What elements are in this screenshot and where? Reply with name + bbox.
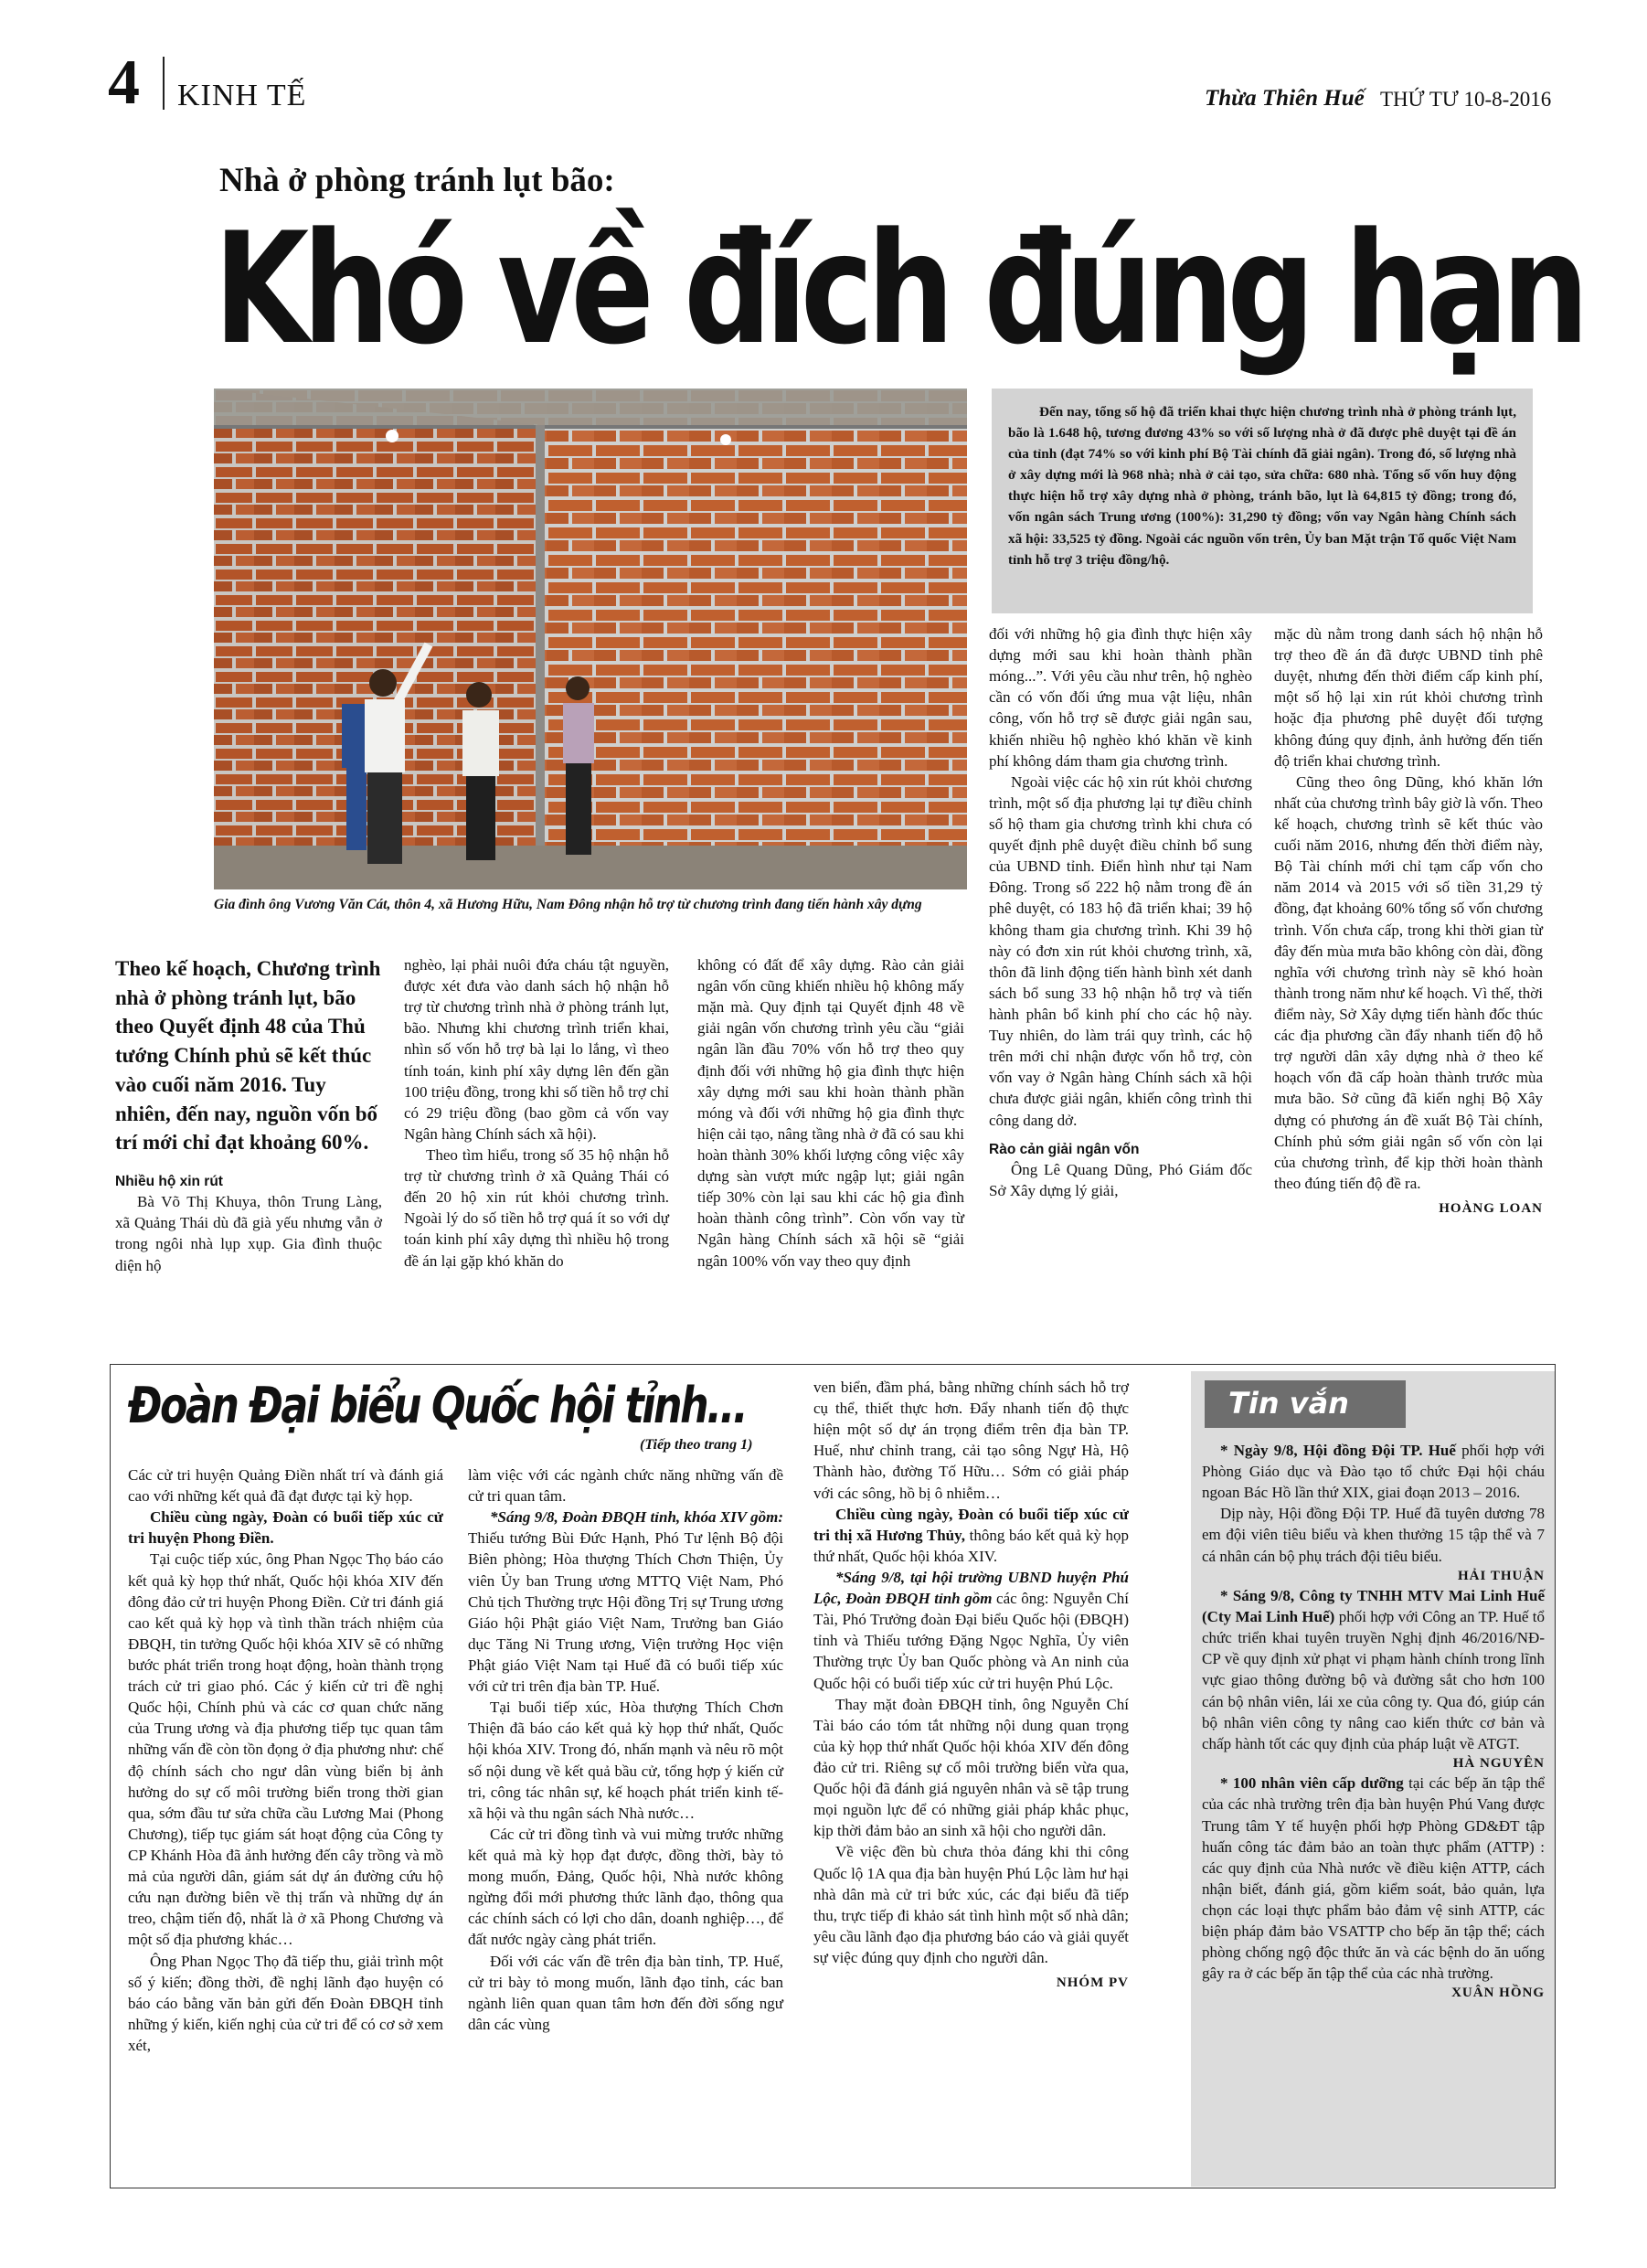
brief-signature: XUÂN HỒNG (1451, 1986, 1545, 2001)
bottom-paragraph: Các cử tri huyện Quảng Điền nhất trí và đánh giá cao với những kết quả đã đạt được tại kỳ họp. (128, 1466, 443, 1506)
bottom-column-1 (128, 1464, 443, 2056)
brief-signature: HẢI THUẬN (1458, 1568, 1545, 1583)
article-column-1 (115, 954, 382, 1276)
bottom-article-title: Đoàn Đại biểu Quốc hội tỉnh... (128, 1377, 747, 1434)
bottom-paragraph: Tại cuộc tiếp xúc, ông Phan Ngọc Thọ báo cáo kết quả kỳ họp thứ nhất, Quốc hội khóa XIV đến đông đảo cử tri huyện Phong Điền. Cử tri đánh giá cao kết quả kỳ họp và tình thần trách nhiệm của ĐBQH, tin tưởng Quốc hội khóa XIV sẽ có những bước phát triển trong hoạt động, hoàn thành trọng trách cử tri giao phó. Các ý kiến cử tri đề nghị Quốc hội, Chính phủ và các cơ quan chức năng của Trung ương và địa phương tiếp tục quan tâm những vấn đề còn tồn đọng ở địa phương như: chế độ chính sách cho ngư dân vùng biển bị ảnh hưởng do sự cố môi trường biển trong thời gian qua, sớm đầu tư sửa chữa cầu Lương Mai (Phong Chương), tiếp tục giám sát hoạt động của Công ty CP Khánh Hòa đã ảnh hưởng đến cây trồng và mồ mả của người dân, giám sát dự án đường cứu hộ cứu nạn đường biên về thị trấn và những dự án treo, chậm tiến độ, nhất là ở xã Phong Chương và một số địa phương khác… (128, 1550, 443, 1949)
brief-heading: * Sáng 9/8, Công ty TNHH MTV Mai Linh Huế (Cty Mai Linh Huế) (1202, 1587, 1545, 1626)
brief-text: Dịp này, Hội đồng Đội TP. Huế đã tuyên dương 78 em đội viên tiêu biểu và khen thưởng 15 tập thể và 7 cá nhân cán bộ phụ trách đội tiêu biểu. (1202, 1505, 1545, 1565)
issue-date: THỨ TƯ 10-8-2016 (1380, 88, 1552, 111)
bottom-column-3 (813, 1377, 1129, 1992)
header-divider (163, 57, 165, 110)
article-column-2 (404, 954, 669, 1272)
brief-signature: HÀ NGUYÊN (1452, 1755, 1545, 1771)
brief-text: tại các bếp ăn tập thể của các nhà trường trên địa bàn huyện Phú Vang được Trung tâm Y tế huyện phối hợp Phòng GD&ĐT tập huấn công tác đảm bảo an toàn thực phẩm (ATTP) : các quy định của Nhà nước về điều kiện ATTP, cách nhận biết, đánh giá, gồm kiểm soát, bảo quản, lựa chọn các loại thực phẩm bảo đảm vệ sinh ATTP, các biện pháp đảm bảo VSATTP cho bếp ăn tập thể; cách phòng chống ngộ độc thức ăn và các bệnh do ăn uống gây ra ở các bếp ăn tập thể của các nhà trường. (1202, 1774, 1545, 1983)
article-paragraph: mặc dù nằm trong danh sách hộ nhận hỗ trợ theo đề án đã được UBND tỉnh phê duyệt, nhưng đến thời điểm cấp kinh phí, một số hộ lại xin rút khỏi chương trình hoặc địa phương phê duyệt đối tượng không đúng quy định, ảnh hưởng đến tiến độ triển khai chương trình. (1274, 625, 1543, 770)
subheading-nhieu-ho-xin-rut: Nhiều hộ xin rút (115, 1174, 223, 1190)
article-headline: Khó về đích đúng hạn (214, 199, 1583, 378)
bottom-paragraph: Tại buổi tiếp xúc, Hòa thượng Thích Chơn Thiện đã báo cáo kết quả kỳ họp thứ nhất, Quốc hội khóa XIV. Trong đó, nhấn mạnh và nêu rõ một số nội dung về kết quả bầu cử, tổng hợp ý kiến cử tri, công tác nhân sự, kế hoạch phát triển kinh tế-xã hội và thu ngân sách Nhà nước… (468, 1698, 783, 1822)
article-paragraph: đối với những hộ gia đình thực hiện xây dựng mới sau khi hoàn thành phần móng...”. Với yêu cầu như trên, hộ nghèo cần có vốn đối ứng mua vật liệu, nhân công, vốn hỗ trợ sẽ được giải ngân sau, khiến nhiều hộ nghèo khó khăn về kinh phí không dám tham gia chương trình. (989, 625, 1252, 770)
bottom-bold-heading: *Sáng 9/8, tại hội trường UBND huyện Phú Lộc, Đoàn ĐBQH tỉnh gồm (813, 1568, 1129, 1608)
article-paragraph: nghèo, lại phải nuôi đứa cháu tật nguyền, được xét đưa vào danh sách hộ nhận hỗ trợ từ chương trình nhà ở phòng tránh lụt, bão. Nhưng khi chương trình triển khai, nhìn số vốn hỗ trợ bà lại lo lắng, vì theo tính toán, kinh phí xây dựng lên đến gần 100 triệu đồng, trong khi số tiền hỗ trợ chỉ có 29 triệu đồng (bao gồm cả vốn vay Ngân hàng Chính sách xã hội). (404, 956, 669, 1143)
section-name: KINH TẾ (177, 79, 307, 112)
bottom-paragraph: Các cử tri đồng tình và vui mừng trước những kết quả mà kỳ họp đạt được, đồng thời, bày tỏ mong muốn, Đảng, Quốc hội, Nhà nước không ngừng đổi mới phương thức lãnh đạo, thông qua các chính sách có lợi cho dân, doanh nghiệp…, để đất nước ngày càng phát triển. (468, 1825, 783, 1949)
article-photo (214, 389, 967, 889)
article-paragraph: Theo tìm hiểu, trong số 35 hộ nhận hỗ trợ từ chương trình ở xã Quảng Thái có đến 20 hộ xin rút khỏi chương trình. Ngoài lý do số tiền hỗ trợ quá ít so với dự toán kinh phí xây dựng thì nhiều hộ trong đề án lại gặp khó khăn do (404, 1145, 669, 1270)
brief-heading: * Ngày 9/8, Hội đồng Đội TP. Huế (1220, 1442, 1456, 1459)
article-byline: HOÀNG LOAN (1439, 1200, 1543, 1216)
article-paragraph: Bà Võ Thị Khuya, thôn Trung Làng, xã Quảng Thái dù đã già yếu nhưng vẫn ở trong ngôi nhà lụp xụp. Gia đình thuộc diện hộ (115, 1193, 382, 1274)
bottom-bold-heading: Chiều cùng ngày, Đoàn có buổi tiếp xúc cử tri thị xã Hương Thủy, (813, 1505, 1129, 1544)
bottom-column-2 (468, 1464, 783, 2035)
bottom-paragraph: các ông: Nguyễn Chí Tài, Phó Trưởng đoàn Đại biểu Quốc hội (ĐBQH) tỉnh và Thiếu tướng Đặng Ngọc Nghĩa, Ủy viên Thường trực Ủy ban Quốc phòng và An ninh của Quốc hội có buổi tiếp xúc cử tri huyện Phú Lộc. (813, 1590, 1130, 1692)
subheading-rao-can-giai-ngan-von: Rào cản giải ngân vốn (989, 1141, 1140, 1157)
newspaper-name: Thừa Thiên Huế (1205, 86, 1365, 111)
article-column-3 (697, 954, 964, 1272)
bottom-paragraph: Thay mặt đoàn ĐBQH tỉnh, ông Nguyễn Chí Tài báo cáo tóm tắt những nội dung quan trọng của kỳ họp thứ nhất Quốc hội khóa XIV đến đông đảo cử tri. Riêng sự cố môi trường biển vừa qua, Quốc hội đã đánh giá nguyên nhân và sẽ tập trung mọi nguồn lực để có những giải pháp khắc phục, kịp thời đảm bảo an sinh xã hội cho người dân. (813, 1695, 1129, 1840)
bottom-paragraph: Thiếu tướng Bùi Đức Hạnh, Phó Tư lệnh Bộ đội Biên phòng; Hòa thượng Thích Chơn Thiện, Ủy viên Ủy ban Trung ương MTTQ Việt Nam, Phó Chủ tịch Thường trực Hội đồng Trị sự Trung ương Giáo hội Phật giáo Việt Nam, Trưởng ban Giáo dục Tăng Ni Trung ương, Viện trưởng Học viện Phật giáo Việt Nam tại Huế đã có buổi tiếp xúc với cử tri trên địa bàn TP. Huế. (468, 1529, 783, 1696)
news-brief-header: Tin vắn (1205, 1380, 1406, 1428)
brief-heading: * 100 nhân viên cấp dưỡng (1220, 1774, 1404, 1793)
article-column-5 (1274, 623, 1543, 1218)
bottom-paragraph: Ông Phan Ngọc Thọ đã tiếp thu, giải trình một số ý kiến; đồng thời, đề nghị lãnh đạo huyện có báo cáo bằng văn bản gửi đến Đoàn ĐBQH tỉnh những ý kiến, kiến nghị của cử tri để có cơ sở xem xét, (128, 1952, 443, 2054)
bottom-paragraph: Về việc đền bù chưa thỏa đáng khi thi công Quốc lộ 1A qua địa bàn huyện Phú Lộc làm hư hại nhà dân mà cử tri bức xúc, các đại biểu đã tiếp thu, trực tiếp đi khảo sát tình hình một số nhà dân; yêu cầu lãnh đạo địa phương báo cáo và giải quyết sự việc đúng quy định cho người dân. (813, 1843, 1129, 1966)
article-paragraph: Ngoài việc các hộ xin rút khỏi chương trình, một số địa phương lại tự điều chỉnh số hộ tham gia chương trình khi chưa có quyết định phê duyệt điều chỉnh bổ sung của UBND tỉnh. Điển hình như tại Nam Đông. Trong số 222 hộ nằm trong đề án phê duyệt, có 183 hộ đã triển khai; 39 hộ không tham gia chương trình. Khi 39 hộ này có đơn xin rút khỏi chương trình, xã, thôn đã linh động tiến hành bình xét danh sách bổ sung 33 hộ nhận hỗ trợ và tiến hành phân bổ kinh phí cho các hộ này. Tuy nhiên, do làm trái quy trình, các hộ trên mới chỉ nhận được vốn hỗ trợ, còn vốn vay ở Ngân hàng Chính sách xã hội chưa được giải ngân, khiến công trình thi công dang dở. (989, 772, 1252, 1129)
continued-note: (Tiếp theo trang 1) (640, 1437, 753, 1453)
article-column-4 (989, 623, 1252, 1201)
bottom-paragraph: thông báo kết quả kỳ họp thứ nhất, Quốc hội khóa XIV. (813, 1526, 1129, 1565)
article-lead: Theo kế hoạch, Chương trình nhà ở phòng tránh lụt, bão theo Quyết định 48 của Thủ tướng Chính phủ sẽ kết thúc vào cuối năm 2016. Tuy nhiên, đến nay, nguồn vốn bố trí mới chỉ đạt khoảng 60%. (115, 957, 381, 1155)
bottom-paragraph: ven biển, đầm phá, bằng những chính sách hỗ trợ cụ thể, thiết thực hơn. Đẩy nhanh tiến độ thực hiện một số dự án trọng điểm trên địa bàn TP. Huế, như chỉnh trang, cải tạo sông Ngự Hà, Hộ Thành hào, đường Tố Hữu… Sớm có giải pháp với các sông, hồ bị ô nhiễm… (813, 1379, 1129, 1502)
brief-text: phối hợp với Phòng Giáo dục và Đào tạo tổ chức Đại hội cháu ngoan Bác Hồ lần thứ XIX, giai đoạn 2013 – 2016. (1202, 1442, 1545, 1502)
bottom-paragraph: Đối với các vấn đề trên địa bàn tỉnh, TP. Huế, cử tri bày tỏ mong muốn, lãnh đạo tỉnh, các ban ngành liên quan quan tâm hơn đến đời sống ngư dân các vùng (468, 1952, 783, 2033)
page-number: 4 (108, 48, 140, 118)
photo-caption: Gia đình ông Vương Văn Cát, thôn 4, xã Hương Hữu, Nam Đông nhận hỗ trợ từ chương trình đang tiến hành xây dựng (214, 897, 922, 912)
article-paragraph: không có đất để xây dựng. Rào cản giải ngân vốn cũng khiến nhiều hộ không mấy mặn mà. Quy định tại Quyết định 48 về giải ngân vốn chương trình yêu cầu “giải ngân lần đầu 70% vốn hỗ trợ theo quy định đối với những hộ gia đình thực hiện xây dựng mới sau khi hoàn thành phần móng và đối với những hộ gia đình thực hiện cải tạo, nâng tầng nhà ở đã có sau khi hoàn thành 30% khối lượng công việc xây dựng sàn vượt mức ngập lụt; giải ngân tiếp 30% còn lại sau khi các hộ gia đình hoàn thành công trình”. Còn vốn vay từ Ngân hàng Chính sách xã hội sẽ “giải ngân 100% vốn vay theo quy định (697, 956, 964, 1270)
summary-text: Đến nay, tổng số hộ đã triển khai thực hiện chương trình nhà ở phòng tránh lụt, bão là 1.648 hộ, tương đương 43% so với số lượng nhà ở đã được phê duyệt tại đề án của tỉnh (đạt 74% so với kinh phí Bộ Tài chính đã giải ngân). Trong đó, số lượng nhà ở xây dựng mới là 968 nhà; nhà ở cải tạo, sửa chữa: 680 nhà. Tổng số vốn huy động thực hiện hỗ trợ xây dựng nhà ở phòng, tránh bão, lụt là 64,815 tỷ đồng; trong đó, vốn ngân sách Trung ương (100%): 31,290 tỷ đồng; vốn vay Ngân hàng Chính sách xã hội: 33,525 tỷ đồng. Ngoài các nguồn vốn trên, Ủy ban Mặt trận Tổ quốc Việt Nam tỉnh hỗ trợ 3 triệu đồng/hộ. (1008, 404, 1516, 568)
bottom-byline: NHÓM PV (1056, 1975, 1129, 1991)
news-brief-content (1202, 1440, 1545, 2003)
summary-box (992, 389, 1533, 613)
article-kicker: Nhà ở phòng tránh lụt bão: (219, 162, 615, 199)
brief-text: phối hợp với Công an TP. Huế tổ chức triển khai tuyên truyền Nghị định 46/2016/NĐ-CP về quy định xử phạt vi phạm hành chính trong lĩnh vực giao thông đường bộ và đường sắt cho hơn 100 cán bộ nhân viên, lái xe của công ty. Qua đó, giúp cán bộ nhân viên công ty nâng cao kiến thức cơ bản và chấp hành tốt các quy định của pháp luật về ATGT. (1202, 1608, 1546, 1752)
article-paragraph: Ông Lê Quang Dũng, Phó Giám đốc Sở Xây dựng lý giải, (989, 1160, 1252, 1199)
article-paragraph: Cũng theo ông Dũng, khó khăn lớn nhất của chương trình bây giờ là vốn. Theo kế hoạch, chương trình sẽ kết thúc vào cuối năm 2016, nhưng đến thời điểm này, Bộ Tài chính mới chỉ tạm cấp vốn cho năm 2014 và 2015 với số tiền 31,29 tỷ đồng, đạt khoảng 60% tổng số vốn chương trình. Vốn chưa cấp, trong khi thời gian từ đây đến mùa mưa bão không còn dài, đồng nghĩa với chương trình này sẽ khó hoàn thành trong năm như kế hoạch. Vì thế, thời điểm này, Sở Xây dựng tiến hành đốc thúc các địa phương cần đẩy nhanh tiến độ hỗ trợ người dân xây dựng nhà ở theo kế hoạch vốn đã cấp hoàn thành trước mùa mưa bão. Sở cũng đã kiến nghị Bộ Xây dựng có phương án đề xuất Bộ Tài chính, Chính phủ sớm giải ngân số vốn còn lại của chương trình, để kịp thời hoàn thành theo đúng tiến độ đề ra. (1274, 772, 1543, 1192)
bottom-bold-heading: *Sáng 9/8, Đoàn ĐBQH tỉnh, khóa XIV gồm: (490, 1508, 783, 1527)
bottom-paragraph: làm việc với các ngành chức năng những vấn đề cử tri quan tâm. (468, 1466, 783, 1506)
bottom-bold-heading: Chiều cùng ngày, Đoàn có buổi tiếp xúc cử tri huyện Phong Điền. (128, 1508, 443, 1548)
